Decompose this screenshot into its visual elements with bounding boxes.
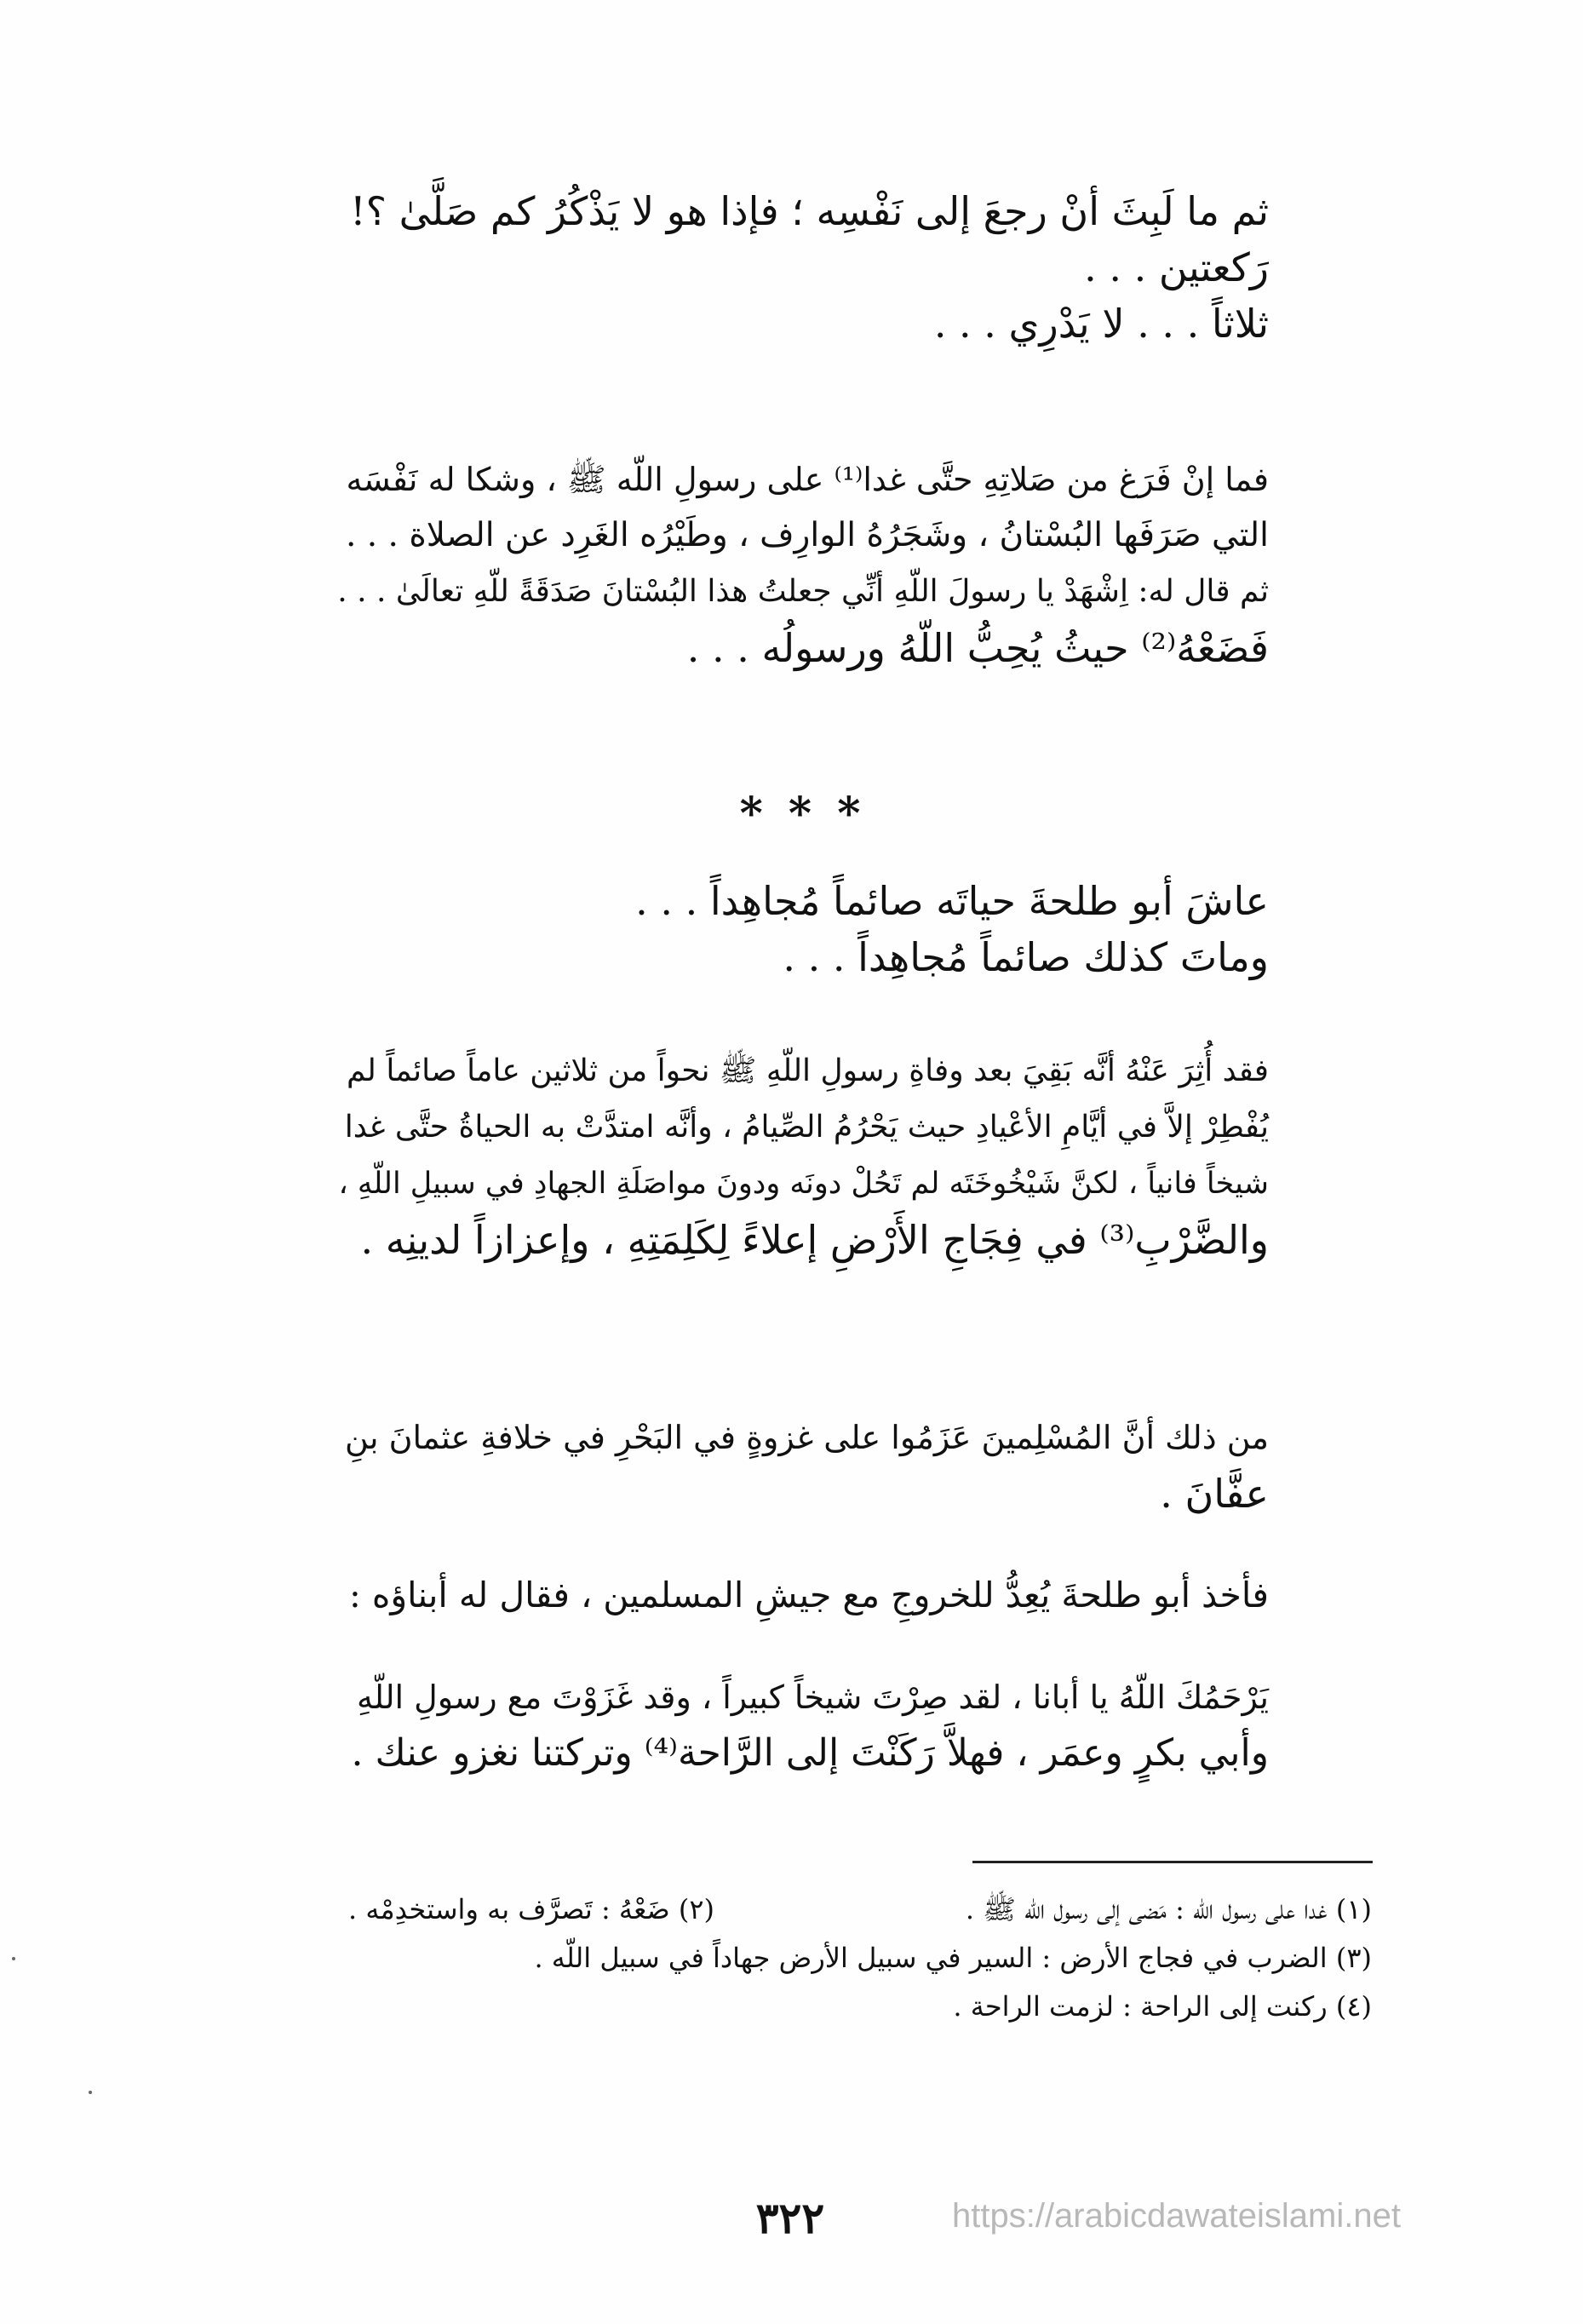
footnote-3: (٣) الضرب في فجاج الأرض : السير في سبيل الأرض جهاداً في سبيل اللّه .: [534, 1942, 1372, 1974]
text-line: يُفْطِرْ إلاَّ في أيَّامِ الأعْيادِ حيث يَحْرُمُ الصِّيامُ ، وأنَّه امتدَّتْ به الحياةُ حتَّى غدا: [344, 1110, 1269, 1145]
scan-speck: [89, 2091, 92, 2094]
text-line: التي صَرَفَها البُسْتانُ ، وشَجَرُهُ الوارِف ، وطَيْرُه الغَرِد عن الصلاة . . .: [345, 516, 1269, 554]
text-line: ثم ما لَبِثَ أنْ رجعَ إلى نَفْسِه ؛ فإذا هو لا يَذْكُرُ كم صَلَّىٰ ؟!: [350, 188, 1269, 234]
paragraph-7: [336, 1669, 1269, 1782]
text-line: ثلاثاً . . . لا يَدْرِي . . .: [933, 301, 1269, 347]
text-line: والضَّرْبِ⁽³⁾ في فِجَاجِ الأَرْضِ إعلاءً لِكَلِمَتِهِ ، وإعزازاً لدينِه .: [360, 1217, 1269, 1263]
watermark-url: https://arabicdawateislami.net: [952, 2197, 1401, 2235]
paragraph-1: [336, 183, 1269, 352]
paragraph-4: [336, 1043, 1269, 1268]
text-line: وأبي بكرٍ وعمَر ، فهلاَّ رَكَنْتَ إلى الرَّاحة⁽⁴⁾ وتركتنا نغزو عنك .: [351, 1731, 1269, 1775]
text-line: فأخذ أبو طلحةَ يُعِدُّ للخروجِ مع جيشِ المسلمين ، فقال له أبناؤه :: [349, 1575, 1269, 1615]
text-line: وماتَ كذلك صائماً مُجاهِداً . . .: [783, 934, 1269, 980]
paragraph-6: [336, 1567, 1269, 1623]
text-line: شيخاً فانياً ، لكنَّ شَيْخُوخَتَه لم تَحُلْ دونَه ودونَ مواصَلَةِ الجهادِ في سبيلِ اللّهِ ،: [338, 1167, 1269, 1201]
text-line: رَكعتين . . .: [1084, 244, 1269, 290]
text-line: فما إنْ فَرَغ من صَلاتِهِ حتَّى غدا⁽¹⁾ على رسولِ اللّه ﷺ ، وشكا له نَفْسَه: [346, 461, 1269, 498]
text-line: فَضَعْهُ⁽²⁾ حيثُ يُحِبُّ اللّهُ ورسولُه . . .: [686, 625, 1269, 671]
text-line: عفَّانَ .: [1160, 1471, 1269, 1517]
page-number: ٣٢٢: [755, 2193, 825, 2243]
footnote-divider: [972, 1861, 1373, 1863]
paragraph-2: [336, 451, 1269, 676]
text-line: يَرْحَمُكَ اللّهُ يا أبانا ، لقد صِرْتَ شيخاً كبيراً ، وقد غَزَوْتَ مع رسولِ اللّهِ: [356, 1678, 1269, 1716]
paragraph-3: [336, 873, 1269, 985]
scan-speck: [12, 1957, 15, 1960]
text-line: من ذلك أنَّ المُسْلِمينَ عَزَمُوا على غزوةٍ في البَحْرِ في خلافةِ عثمانَ بنِ: [345, 1419, 1269, 1456]
paragraph-5: [336, 1409, 1269, 1522]
footnote-1: (١) غدا على رسول اللّه : مَضى إلى رسول اللّه ﷺ .: [965, 1893, 1372, 1925]
text-line: فقد أُثِرَ عَنْهُ أنَّه بَقِيَ بعد وفاةِ رسولِ اللّهِ ﷺ نحواً من ثلاثين عاماً صائماً لم: [346, 1053, 1269, 1088]
footnote-4: (٤) ركنت إلى الراحة : لزمت الراحة .: [953, 1990, 1372, 2023]
text-line: عاشَ أبو طلحةَ حياتَه صائماً مُجاهِداً . . .: [635, 878, 1269, 924]
section-separator: * * *: [739, 788, 866, 840]
text-line: ثم قال له: اِشْهَدْ يا رسولَ اللّهِ أنِّي جعلتُ هذا البُسْتانَ صَدَقَةً للّهِ تعالَىٰ . . .: [337, 574, 1269, 609]
footnote-2: (٢) ضَعْهُ : تَصرَّف به واستخدِمْه .: [347, 1893, 714, 1925]
